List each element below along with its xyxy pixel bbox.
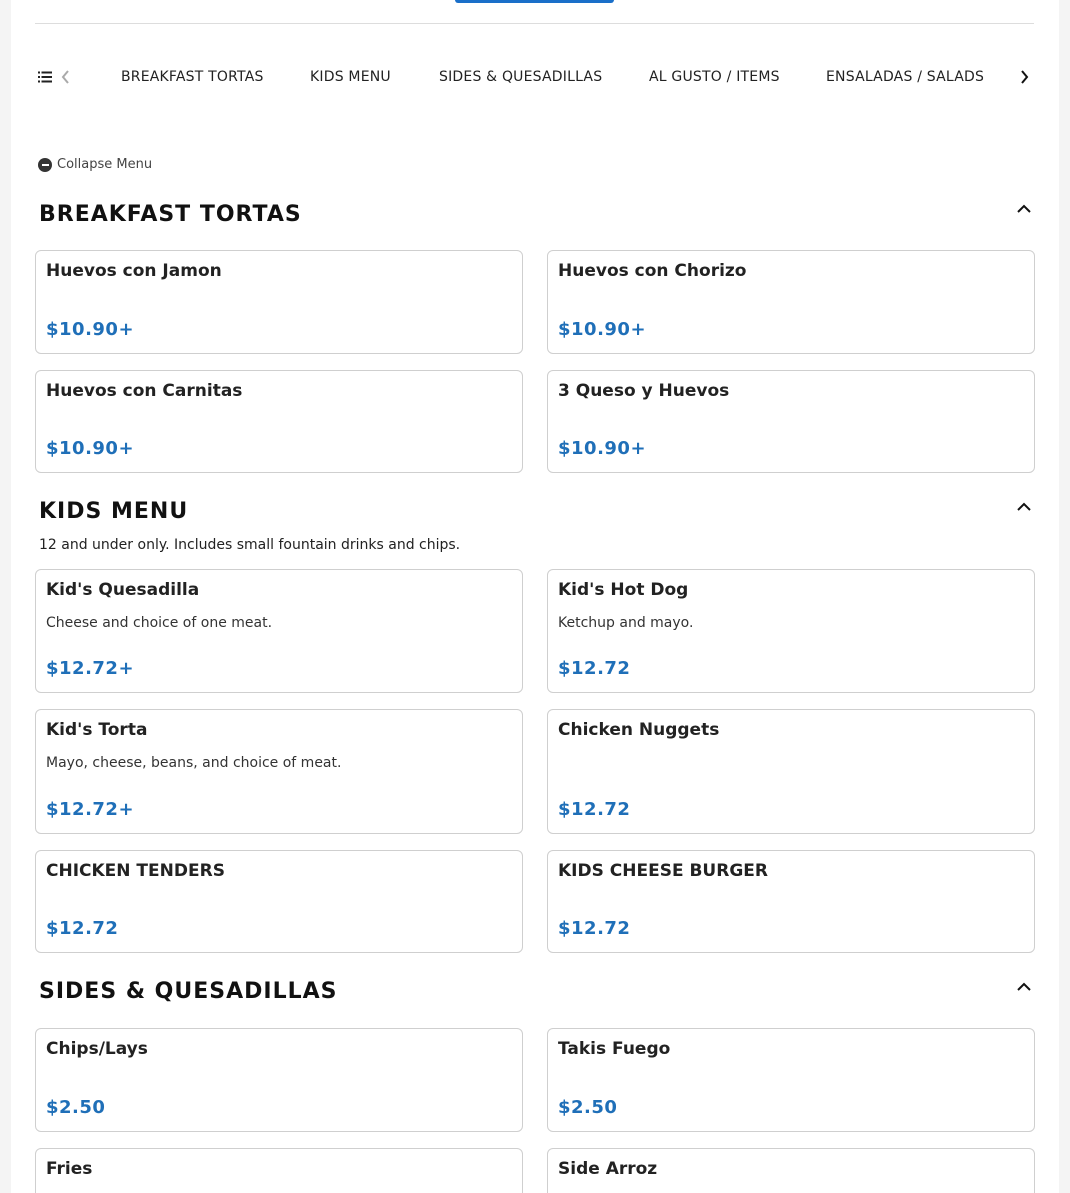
menu-item-card[interactable] [547,850,1035,953]
section-title-sides-quesadillas: SIDES & QUESADILLAS [39,979,338,1004]
item-price: $10.90+ [46,438,135,459]
chevron-up-icon[interactable] [1016,981,1032,993]
item-price: $12.72 [558,658,631,679]
section-title-breakfast-tortas: BREAKFAST TORTAS [39,202,302,227]
menu-item-card[interactable] [547,1028,1035,1132]
tab-ensaladas-salads[interactable]: ENSALADAS / SALADS [826,69,985,85]
chevron-left-icon[interactable] [55,66,75,88]
menu-item-card[interactable] [547,250,1035,354]
section-title-kids-menu: KIDS MENU [39,499,189,524]
item-description: Mayo, cheese, beans, and choice of meat. [46,755,342,771]
minus-circle-icon [38,158,52,172]
collapse-menu-label: Collapse Menu [57,157,153,172]
tab-breakfast-tortas[interactable]: BREAKFAST TORTAS [121,69,264,85]
item-name: Fries [46,1159,93,1179]
item-description: Cheese and choice of one meat. [46,615,273,631]
item-name: Kid's Torta [46,720,148,740]
item-name: Kid's Hot Dog [558,580,689,600]
item-name: Takis Fuego [558,1039,671,1059]
menu-item-card[interactable] [547,569,1035,693]
item-price: $12.72 [46,918,119,939]
item-price: $12.72+ [46,658,135,679]
item-price: $12.72 [558,918,631,939]
item-price: $10.90+ [558,319,647,340]
section-description: 12 and under only. Includes small fountain drinks and chips. [39,537,461,553]
chevron-up-icon[interactable] [1016,501,1032,513]
tab-sides-quesadillas[interactable]: SIDES & QUESADILLAS [439,69,603,85]
collapse-menu-button[interactable] [38,157,152,172]
item-name: Huevos con Jamon [46,261,222,281]
menu-page [11,0,1059,1193]
item-price: $2.50 [558,1097,618,1118]
item-price: $10.90+ [46,319,135,340]
menu-item-card[interactable] [547,370,1035,473]
item-name: Kid's Quesadilla [46,580,200,600]
menu-item-card[interactable] [35,709,523,834]
item-price: $10.90+ [558,438,647,459]
item-price: $12.72 [558,799,631,820]
menu-item-card[interactable] [35,1148,523,1193]
divider [35,23,1034,24]
menu-item-card[interactable] [547,709,1035,834]
menu-item-card[interactable] [35,370,523,473]
menu-item-card[interactable] [35,250,523,354]
item-name: Chips/Lays [46,1039,148,1059]
tab-al-gusto-items[interactable]: AL GUSTO / ITEMS [649,69,780,85]
category-nav [35,56,1034,100]
item-name: 3 Queso y Huevos [558,381,730,401]
item-name: Huevos con Chorizo [558,261,747,281]
item-name: Huevos con Carnitas [46,381,243,401]
order-button-edge[interactable] [455,0,614,3]
item-name: Chicken Nuggets [558,720,720,740]
item-description: Ketchup and mayo. [558,615,694,631]
item-name: Side Arroz [558,1159,658,1179]
chevron-right-icon[interactable] [1014,66,1034,88]
menu-item-card[interactable] [35,850,523,953]
menu-item-card[interactable] [35,1028,523,1132]
menu-item-card[interactable] [35,569,523,693]
item-name: CHICKEN TENDERS [46,861,225,881]
chevron-up-icon[interactable] [1016,203,1032,215]
tab-kids-menu[interactable]: KIDS MENU [310,69,391,85]
item-name: KIDS CHEESE BURGER [558,861,768,881]
item-price: $12.72+ [46,799,135,820]
item-price: $2.50 [46,1097,106,1118]
list-icon[interactable] [35,66,55,88]
menu-item-card[interactable] [547,1148,1035,1193]
